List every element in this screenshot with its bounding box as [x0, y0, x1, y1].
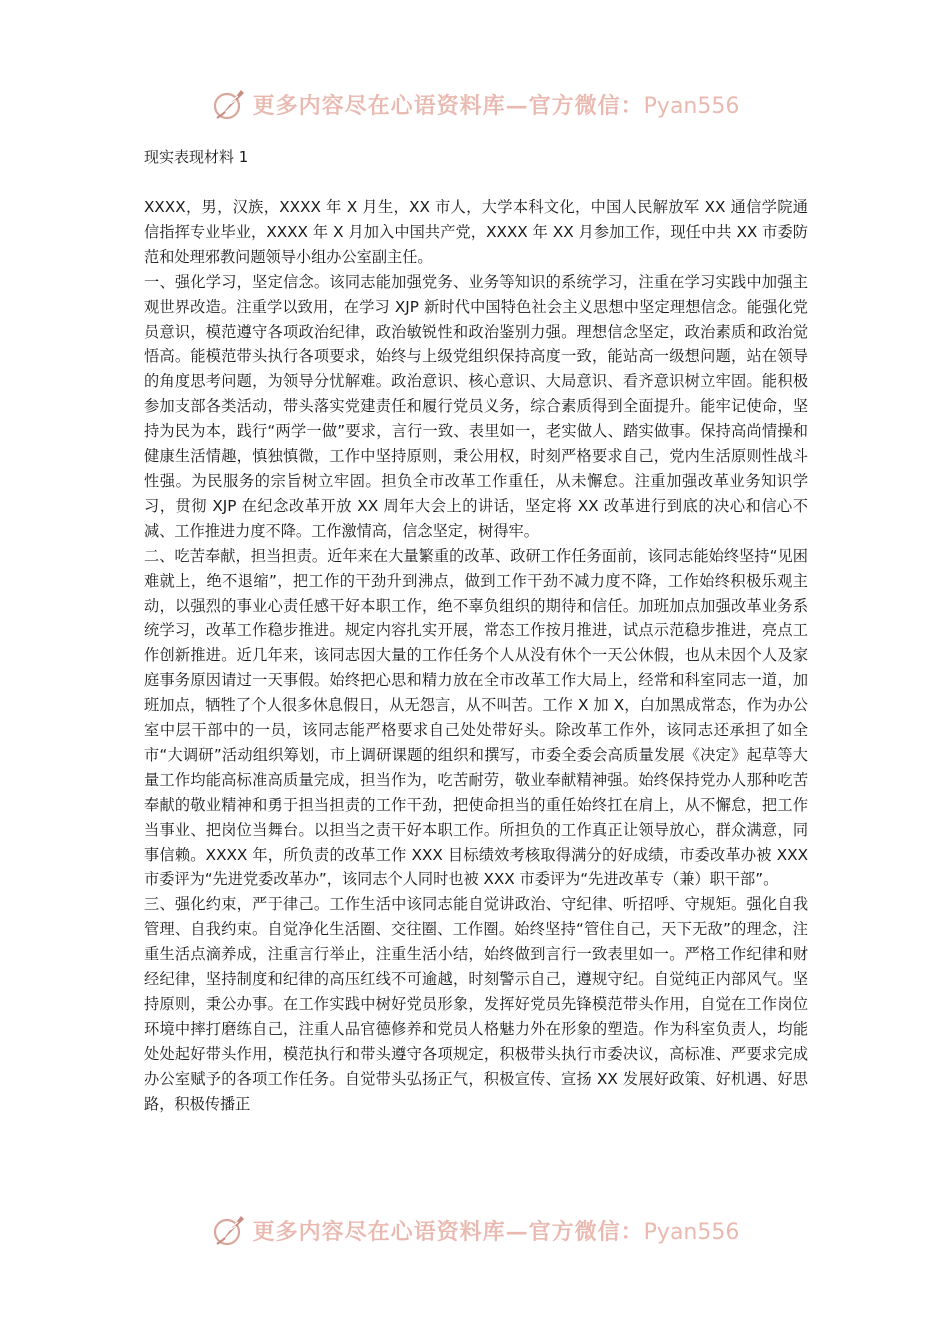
- watermark-text: 更多内容尽在心语资料库—官方微信：Pyan556: [252, 1218, 740, 1245]
- document-body: [144, 195, 808, 1117]
- watermark-text: 更多内容尽在心语资料库—官方微信：Pyan556: [252, 92, 740, 119]
- paragraph-intro: XXXX，男，汉族，XXXX 年 X 月生，XX 市人，大学本科文化，中国人民解放军 XX 通信学院通信指挥专业毕业，XXXX 年 X 月加入中国共产党，XXXX 年 XX 月参加工作，现任中共 XX 市委防范和处理邪教问题领导小组办公室副主任。: [144, 198, 808, 266]
- wechat-id: Pyan556: [643, 1219, 740, 1245]
- feather-pen-logo-icon: [211, 1212, 247, 1248]
- watermark-banner-bottom: [0, 1210, 950, 1250]
- watermark-banner-top: [0, 84, 950, 124]
- paragraph-section-3: 三、强化约束，严于律己。工作生活中该同志能自觉讲政治、守纪律、听招呼、守规矩。强化自我管理、自我约束。自觉净化生活圈、交往圈、工作圈。始终坚持“管住自己，天下无敌”的理念，注重生活点滴养成，注重言行举止，注重生活小结，始终做到言行一致表里如一。严格工作纪律和财经纪律，坚持制度和纪律的高压红线不可逾越，时刻警示自己，遵规守纪。自觉纯正内部风气。坚持原则，秉公办事。在工作实践中树好党员形象，发挥好党员先锋模范带头作用，自觉在工作岗位环境中摔打磨练自己，注重人品官德修养和党员人格魅力外在形象的塑造。作为科室负责人，均能处处起好带头作用，模范执行和带头遵守各项规定，积极带头执行市委决议，高标准、严要求完成办公室赋予的各项工作任务。自觉带头弘扬正气，积极宣传、宣扬 XX 发展好政策、好机遇、好思路，积极传播正: [144, 895, 808, 1113]
- wechat-id: Pyan556: [643, 93, 740, 119]
- paragraph-section-1: 一、强化学习，坚定信念。该同志能加强党务、业务等知识的系统学习，注重在学习实践中加强主观世界改造。注重学以致用，在学习 XJP 新时代中国特色社会主义思想中坚定理想信念。能强化党员意识，模范遵守各项政治纪律，政治敏锐性和政治鉴别力强。理想信念坚定，政治素质和政治觉悟高。能模范带头执行各项要求，始终与上级党组织保持高度一致，能站高一级想问题，站在领导的角度思考问题，为领导分忧解难。政治意识、核心意识、大局意识、看齐意识树立牢固。能积极参加支部各类活动，带头落实党建责任和履行党员义务，综合素质得到全面提升。能牢记使命，坚持为民为本，践行“两学一做”要求，言行一致、表里如一，老实做人、踏实做事。保持高尚情操和健康生活情趣，慎独慎微，工作中坚持原则，秉公用权，时刻严格要求自己，党内生活原则性战斗性强。为民服务的宗旨树立牢固。担负全市改革工作重任，从未懈怠。注重加强改革业务知识学习，贯彻 XJP 在纪念改革开放 XX 周年大会上的讲话，坚定将 XX 改革进行到底的决心和信心不减、工作推进力度不降。工作激情高，信念坚定，树得牢。: [144, 272, 808, 540]
- paragraph-section-2: 二、吃苦奉献，担当担责。近年来在大量繁重的改革、政研工作任务面前，该同志能始终坚持“见困难就上，绝不退缩”，把工作的干劲升到沸点，做到工作干劲不减力度不降，工作始终积极乐观主动，以强烈的事业心责任感干好本职工作，绝不辜负组织的期待和信任。加班加点加强改革业务系统学习，改革工作稳步推进。规定内容扎实开展，常态工作按月推进，试点示范稳步推进，亮点工作创新推进。近几年来，该同志因大量的工作任务个人从没有休个一天公休假，也从未因个人及家庭事务原因请过一天事假。始终把心思和精力放在全市改革工作大局上，经常和科室同志一道，加班加点，牺牲了个人很多休息假日，从无怨言，从不叫苦。工作 X 加 X，白加黑成常态，作为办公室中层干部中的一员，该同志能严格要求自己处处带好头。除改革工作外，该同志还承担了如全市“大调研”活动组织筹划，市上调研课题的组织和撰写，市委全委会高质量发展《决定》起草等大量工作均能高标准高质量完成，担当作为，吃苦耐劳，敬业奉献精神强。始终保持党办人那种吃苦奉献的敬业精神和勇于担当担责的工作干劲，把使命担当的重任始终扛在肩上，从不懈怠，把工作当事业、把岗位当舞台。以担当之责干好本职工作。所担负的工作真正让领导放心，群众满意，同事信赖。XXXX 年，所负责的改革工作 XXX 目标绩效考核取得满分的好成绩，市委改革办被 XXX 市委评为“先进党委改革办”，该同志个人同时也被 XXX 市委评为“先进改革专（兼）职干部”。: [144, 546, 808, 889]
- feather-pen-logo-icon: [211, 86, 247, 122]
- document-title: 现实表现材料 1: [144, 148, 249, 166]
